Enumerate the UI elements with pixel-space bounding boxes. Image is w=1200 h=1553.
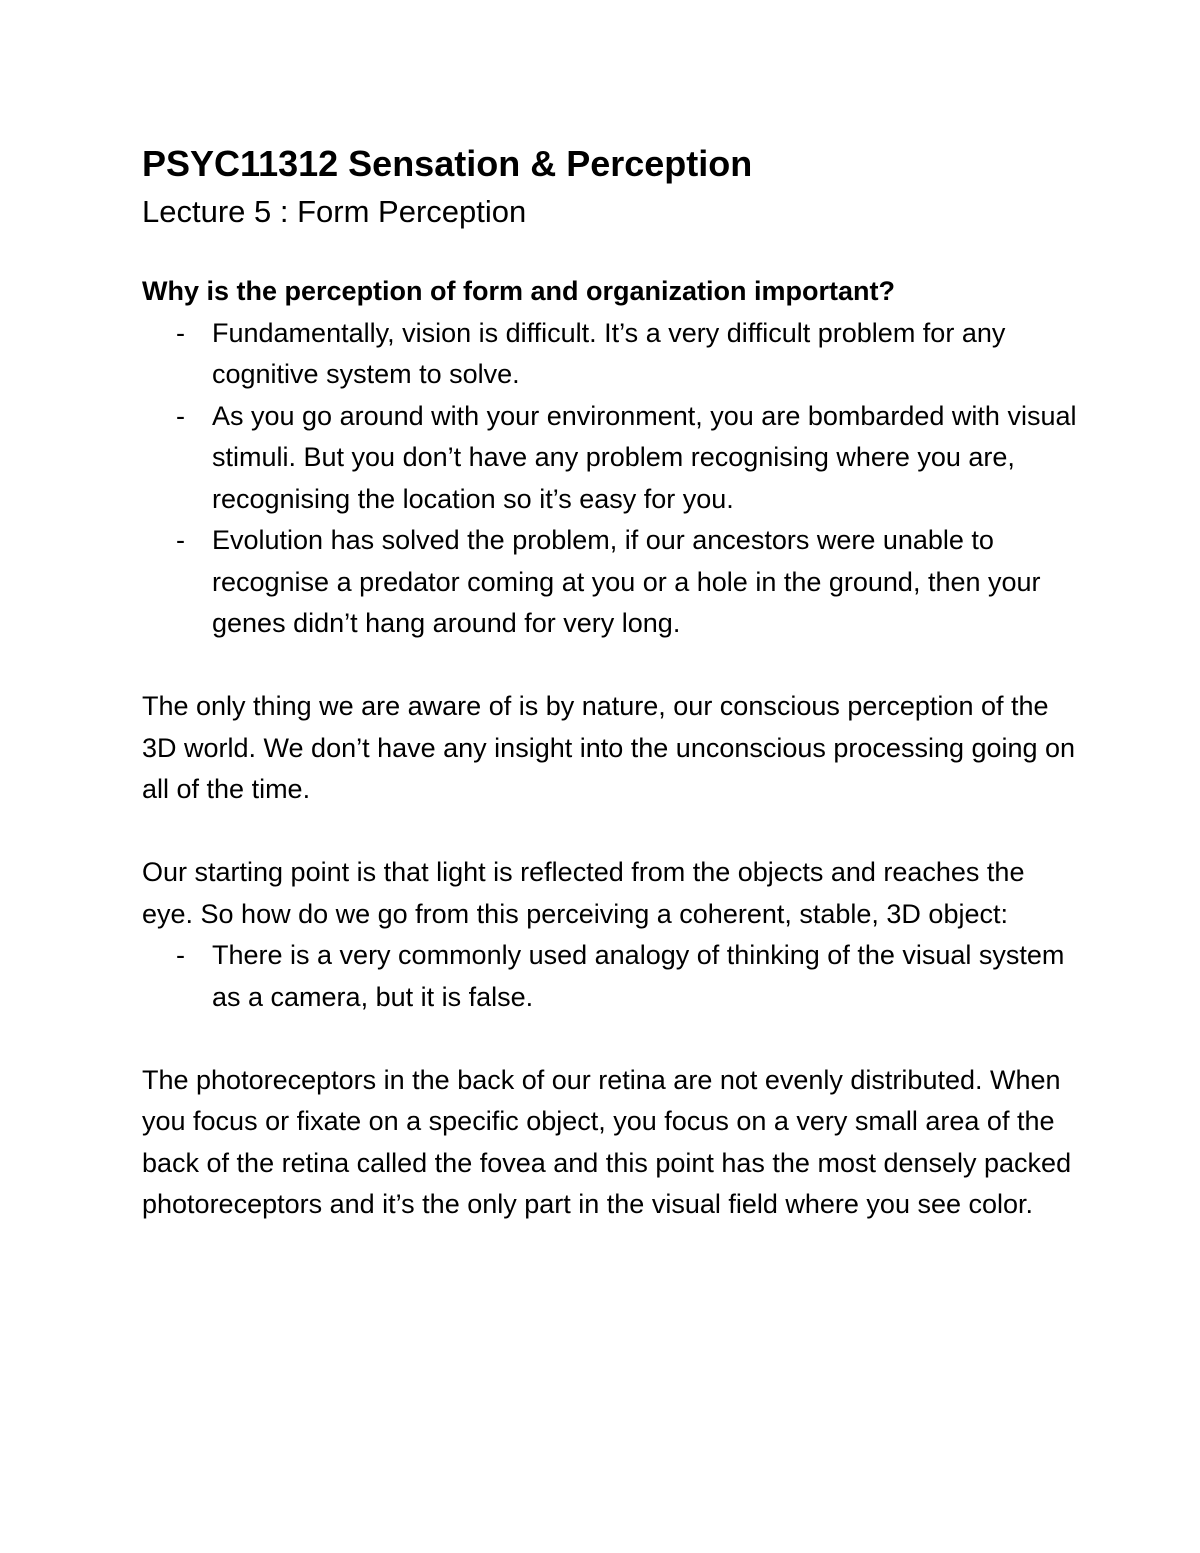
bullet-dash: - [176, 525, 185, 555]
list-item [142, 313, 1082, 396]
list-item-text: As you go around with your environment, you are bombarded with visual stimuli. But you don’t have any problem recognising where you are, recognising the location so it’s easy for you. [212, 400, 1077, 514]
body-paragraph: Our starting point is that light is reflected from the objects and reaches the eye. So how do we go from this perceiving a coherent, stable, 3D object: [142, 857, 1025, 929]
body-paragraph: The photoreceptors in the back of our retina are not evenly distributed. When you focus or fixate on a specific object, you focus on a very small area of the back of the retina called the fovea and this point has the most densely packed photoreceptors and it’s the only part in the visual field where you see color. [142, 1064, 1072, 1219]
bullet-dash: - [176, 400, 185, 431]
list-item-text: Fundamentally, vision is difficult. It’s a very difficult problem for any cognitive system to solve. [212, 317, 1006, 389]
list-item [142, 520, 1082, 645]
bullet-dash: - [176, 317, 185, 348]
document-page [142, 140, 1082, 1226]
bullet-dash: - [176, 940, 185, 970]
body-paragraph: The only thing we are aware of is by nature, our conscious perception of the 3D world. We don’t have any insight into the unconscious processing going on all of the time. [142, 691, 1076, 804]
spacer [142, 645, 1082, 687]
list-item [142, 396, 1082, 521]
list-item-text: Evolution has solved the problem, if our ancestors were unable to recognise a predator coming at you or a hole in the ground, then your genes didn’t hang around for very long. [212, 525, 1041, 638]
spacer [142, 236, 1082, 271]
spacer [142, 811, 1082, 853]
lecture-subtitle: Lecture 5 : Form Perception [142, 194, 527, 229]
list-item-text: There is a very commonly used analogy of thinking of the visual system as a camera, but it is false. [212, 940, 1065, 1012]
spacer [142, 1018, 1082, 1060]
list-item [142, 935, 1082, 1018]
paragraph-bullet-list [142, 935, 1082, 1018]
section-bullet-list [142, 313, 1082, 645]
section-heading: Why is the perception of form and organization important? [142, 276, 896, 306]
document-title: PSYC11312 Sensation & Perception [142, 143, 753, 184]
